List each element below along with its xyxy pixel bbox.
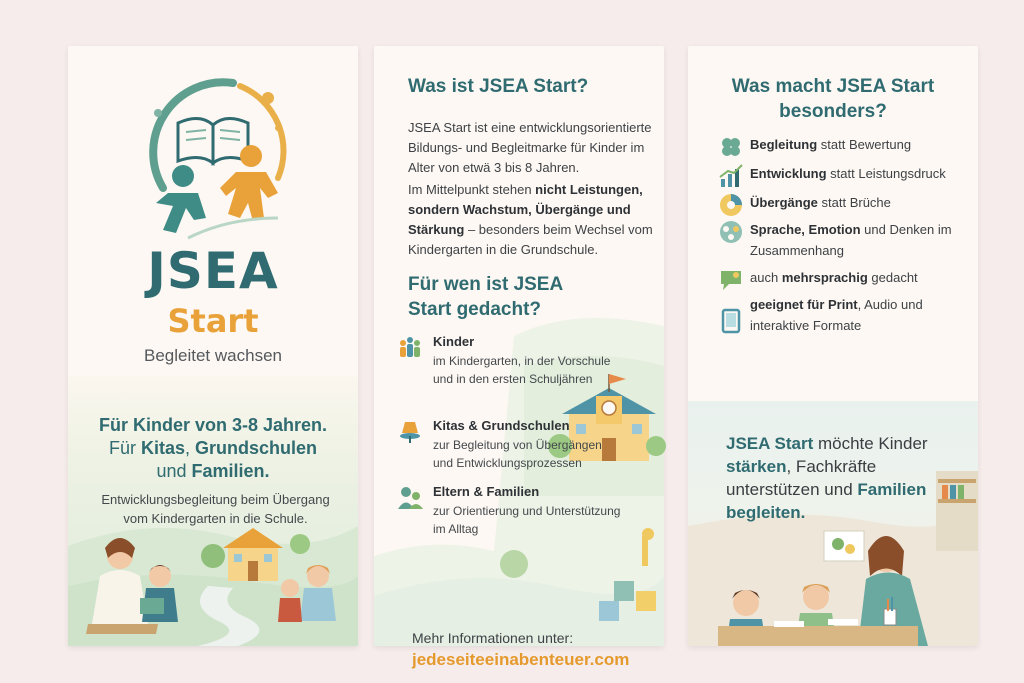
audience-line2 <box>78 437 348 460</box>
audience-line2-mid: , <box>185 438 196 458</box>
feature-bold: Entwicklung <box>750 166 827 181</box>
about-paragraph-2-prefix: Im Mittelpunkt stehen <box>408 182 536 197</box>
mission-text-1: möchte Kinder <box>813 434 928 453</box>
panel-cover <box>68 46 358 646</box>
target-group-eltern-title: Eltern & Familien <box>433 484 540 499</box>
feature-item <box>718 192 973 218</box>
website-link[interactable]: jedeseiteeinabenteuer.com <box>412 650 630 669</box>
audience-familien: Familien. <box>191 461 270 481</box>
tagline: Begleitet wachsen <box>144 346 282 365</box>
target-group-title: Für wen ist JSEA Start gedacht? <box>408 274 563 320</box>
mission-familien: Familien begleiten. <box>726 480 927 522</box>
feature-bold: Sprache, Emotion <box>750 222 861 237</box>
child-teal-icon <box>156 165 206 233</box>
mission-statement <box>726 432 956 524</box>
school-house-icon <box>223 528 283 581</box>
parents-icon <box>397 484 423 510</box>
connections-icon <box>718 219 744 245</box>
audience-statement <box>78 414 348 483</box>
about-paragraph-2 <box>408 180 663 260</box>
feature-rest: statt Leistungsdruck <box>826 166 946 181</box>
small-child-figure <box>278 579 302 622</box>
feature-rest: statt Brüche <box>817 195 891 210</box>
feature-bold: Begleitung <box>750 137 818 152</box>
mission-staerken: stärken <box>726 457 787 476</box>
brand-name: JSEA <box>147 242 279 300</box>
feature-text <box>750 267 970 288</box>
feature-item <box>718 134 973 160</box>
features-title: Was macht JSEA Start besonders? <box>731 76 935 122</box>
speech-bubble-icon <box>718 267 744 293</box>
target-group-eltern-desc: zur Orientierung und Unterstützung im Alltag <box>433 504 621 536</box>
brand-subname: Start <box>167 302 259 340</box>
feature-pre: auch <box>750 270 782 285</box>
cover-description: Entwicklungsbegleitung beim Übergang vom Kindergarten in die Schule. <box>101 492 330 526</box>
audience-line2-prefix: Für <box>108 438 141 458</box>
feature-bold: mehrsprachig <box>781 270 868 285</box>
audience-kitas: Kitas <box>140 438 185 458</box>
mission-text-2: , Fachkräfte unterstützen und <box>726 457 877 499</box>
audience-line3-prefix: und <box>156 461 192 481</box>
tablet-icon <box>718 308 744 334</box>
panel-about <box>374 46 664 669</box>
target-group-kitas-desc: zur Begleitung von Übergängen und Entwicklungsprozessen <box>433 438 602 470</box>
feature-rest: , Audio und interaktive Formate <box>750 297 923 333</box>
feature-item <box>718 163 973 189</box>
audience-line1: Für Kinder von 3-8 Jahren. <box>98 415 328 435</box>
about-paragraph-1: JSEA Start ist eine entwicklungsorientierte Bildungs- und Begleitmarke für Kinder im Alter von etwä 3 bis 8 Jahren. <box>408 120 652 175</box>
about-title: Was ist JSEA Start? <box>408 76 589 97</box>
audience-line3 <box>78 460 348 483</box>
feature-text <box>750 219 970 261</box>
target-group-kinder-title: Kinder <box>433 334 475 349</box>
feature-item <box>718 267 973 293</box>
about-paragraph-2-suffix: – besonders beim Wechsel vom Kindergarten in die Grundschule. <box>408 222 653 257</box>
audience-grundschulen: Grundschulen <box>195 438 318 458</box>
target-group-kitas-title: Kitas & Grundschulen <box>433 418 570 433</box>
feature-text <box>750 134 970 155</box>
target-group-kinder-desc: im Kindergarten, in der Vorschule und in den ersten Schuljähren <box>433 354 611 386</box>
transition-circle-icon <box>718 192 744 218</box>
book-icon <box>178 118 248 163</box>
feature-text <box>750 192 970 213</box>
school-bell-icon <box>397 418 423 444</box>
panel-features <box>688 46 978 646</box>
feature-rest: gedacht <box>867 270 918 285</box>
feature-item <box>718 219 973 258</box>
feature-text <box>750 294 970 336</box>
about-paragraph-2-emphasis: nicht Leistungen, sondern Wachstum, Übergänge und Stärkung <box>408 182 643 237</box>
feature-bold: Übergänge <box>750 195 818 210</box>
feature-bold: geeignet für Print <box>750 297 858 312</box>
mission-brand: JSEA Start <box>726 434 814 453</box>
children-icon <box>397 334 423 360</box>
more-info-label: Mehr Informationen unter: <box>412 630 574 646</box>
feature-text <box>750 163 970 184</box>
logo-emblem <box>128 68 298 253</box>
feature-rest: statt Bewertung <box>817 137 912 152</box>
feature-item <box>718 294 973 333</box>
clover-icon <box>718 134 744 160</box>
growth-chart-icon <box>718 163 744 189</box>
feature-rest: und Denken im Zusammenhang <box>750 222 952 258</box>
